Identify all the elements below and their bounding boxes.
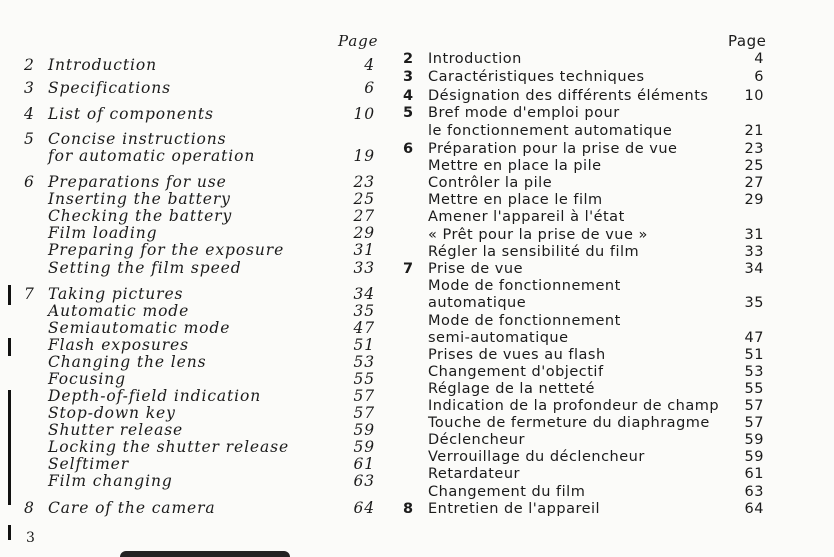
toc-entry-page: 35 xyxy=(744,295,764,311)
toc-entry-title: Bref mode d'emploi pour xyxy=(428,105,620,121)
toc-entry-title: Changement d'objectif xyxy=(428,364,604,380)
toc-entry-page: 27 xyxy=(353,207,375,225)
toc-entry-title: Changing the lens xyxy=(48,353,207,371)
toc-entry-page: 33 xyxy=(744,244,764,260)
toc-entry-page: 34 xyxy=(744,261,764,277)
toc-entry-page: 6 xyxy=(754,69,764,85)
toc-entry-title: Mode de fonctionnement xyxy=(428,313,621,329)
toc-entry-page: 63 xyxy=(353,472,375,490)
toc-entry-title: Introduction xyxy=(48,56,157,74)
toc-entry-title: Preparing for the exposure xyxy=(48,241,285,259)
toc-entry-page: 29 xyxy=(353,224,375,242)
toc-entry-title: Concise instructions xyxy=(48,130,227,148)
toc-entry-page: 59 xyxy=(744,432,764,448)
section-number: 8 xyxy=(24,499,35,517)
toc-entry-title: semi-automatique xyxy=(428,330,569,346)
toc-entry-title: Prises de vues au flash xyxy=(428,347,606,363)
margin-mark xyxy=(8,338,11,356)
toc-entry-page: 33 xyxy=(353,259,375,277)
toc-entry-page: 57 xyxy=(353,404,375,422)
section-number: 4 xyxy=(24,105,35,123)
section-number: 5 xyxy=(403,105,414,121)
toc-entry-page: 55 xyxy=(744,381,764,397)
toc-entry-title: Touche de fermeture du diaphragme xyxy=(428,415,710,431)
toc-entry-title: Caractéristiques techniques xyxy=(428,69,645,85)
toc-entry-title: Focusing xyxy=(48,370,126,388)
toc-entry-page: 64 xyxy=(353,499,375,517)
toc-entry-title: Shutter release xyxy=(48,421,184,439)
scan-shadow xyxy=(120,551,290,557)
toc-entry-title: Film loading xyxy=(48,224,158,242)
toc-entry-page: 23 xyxy=(353,173,375,191)
toc-entry-title: « Prêt pour la prise de vue » xyxy=(428,227,648,243)
toc-entry-title: Locking the shutter release xyxy=(48,438,290,456)
toc-entry-title: Selftimer xyxy=(48,455,130,473)
toc-entry-title: Depth-of-field indication xyxy=(48,387,262,405)
section-number: 7 xyxy=(24,285,35,303)
margin-mark xyxy=(8,285,11,305)
toc-entry-title: Retardateur xyxy=(428,466,520,482)
toc-entry-page: 31 xyxy=(353,241,375,259)
toc-entry-page: 47 xyxy=(744,330,764,346)
toc-entry-page: 51 xyxy=(353,336,375,354)
toc-entry-page: 4 xyxy=(364,56,375,74)
toc-entry-title: Care of the camera xyxy=(48,499,216,517)
toc-entry-page: 19 xyxy=(353,147,375,165)
toc-entry-page: 59 xyxy=(353,421,375,439)
toc-entry-page: 21 xyxy=(744,123,764,139)
toc-entry-title: Entretien de l'appareil xyxy=(428,501,601,517)
section-number: 4 xyxy=(403,88,414,104)
toc-entry-title: Mettre en place le film xyxy=(428,192,603,208)
section-number: 7 xyxy=(403,261,414,277)
toc-entry-title: Amener l'appareil à l'état xyxy=(428,209,625,225)
toc-entry-page: 25 xyxy=(353,190,375,208)
toc-entry-page: 10 xyxy=(353,105,375,123)
toc-entry-page: 64 xyxy=(744,501,764,517)
toc-entry-page: 57 xyxy=(744,415,764,431)
margin-mark xyxy=(8,525,11,540)
toc-entry-page: 53 xyxy=(744,364,764,380)
toc-entry-title: Checking the battery xyxy=(48,207,233,225)
toc-entry-page: 61 xyxy=(353,455,375,473)
toc-entry-page: 25 xyxy=(744,158,764,174)
section-number: 5 xyxy=(24,130,35,148)
section-number: 2 xyxy=(403,51,414,67)
french-page-header: Page xyxy=(728,32,767,50)
toc-entry-page: 51 xyxy=(744,347,764,363)
toc-entry-title: Désignation des différents éléments xyxy=(428,88,709,104)
toc-entry-title: List of components xyxy=(48,105,214,123)
toc-entry-title: Mode de fonctionnement xyxy=(428,278,621,294)
toc-entry-page: 57 xyxy=(744,398,764,414)
toc-entry-page: 34 xyxy=(353,285,375,303)
toc-entry-title: automatique xyxy=(428,295,527,311)
toc-entry-page: 35 xyxy=(353,302,375,320)
toc-entry-title: Verrouillage du déclencheur xyxy=(428,449,645,465)
toc-entry-title: Specifications xyxy=(48,79,172,97)
toc-entry-title: Changement du film xyxy=(428,484,586,500)
toc-entry-page: 53 xyxy=(353,353,375,371)
section-number: 6 xyxy=(403,141,414,157)
toc-entry-title: Preparations for use xyxy=(48,173,227,191)
section-number: 2 xyxy=(24,56,35,74)
toc-entry-page: 47 xyxy=(353,319,375,337)
english-page-header: Page xyxy=(338,32,379,50)
toc-entry-title: Taking pictures xyxy=(48,285,184,303)
toc-entry-page: 29 xyxy=(744,192,764,208)
toc-entry-page: 6 xyxy=(364,79,375,97)
toc-entry-title: Flash exposures xyxy=(48,336,189,354)
toc-entry-title: Contrôler la pile xyxy=(428,175,553,191)
toc-entry-title: Inserting the battery xyxy=(48,190,231,208)
toc-entry-page: 4 xyxy=(754,51,764,67)
toc-entry-page: 63 xyxy=(744,484,764,500)
toc-entry-title: Mettre en place la pile xyxy=(428,158,602,174)
toc-entry-page: 23 xyxy=(744,141,764,157)
toc-entry-page: 31 xyxy=(744,227,764,243)
section-number: 3 xyxy=(24,79,35,97)
toc-entry-page: 57 xyxy=(353,387,375,405)
toc-entry-title: Setting the film speed xyxy=(48,259,242,277)
toc-entry-title: Déclencheur xyxy=(428,432,525,448)
toc-entry-title: le fonctionnement automatique xyxy=(428,123,673,139)
toc-entry-title: Film changing xyxy=(48,472,173,490)
toc-entry-title: Semiautomatic mode xyxy=(48,319,231,337)
toc-entry-page: 27 xyxy=(744,175,764,191)
section-number: 3 xyxy=(403,69,414,85)
section-number: 8 xyxy=(403,501,414,517)
margin-mark xyxy=(8,390,11,505)
toc-entry-page: 59 xyxy=(744,449,764,465)
toc-entry-title: Introduction xyxy=(428,51,522,67)
toc-entry-title: Réglage de la netteté xyxy=(428,381,595,397)
section-number: 6 xyxy=(24,173,35,191)
toc-entry-page: 59 xyxy=(353,438,375,456)
toc-entry-title: for automatic operation xyxy=(48,147,256,165)
toc-entry-page: 61 xyxy=(744,466,764,482)
toc-entry-title: Régler la sensibilité du film xyxy=(428,244,640,260)
toc-entry-title: Préparation pour la prise de vue xyxy=(428,141,678,157)
toc-entry-title: Automatic mode xyxy=(48,302,190,320)
toc-entry-title: Indication de la profondeur de champ xyxy=(428,398,720,414)
toc-entry-title: Stop-down key xyxy=(48,404,176,422)
toc-entry-title: Prise de vue xyxy=(428,261,523,277)
toc-entry-page: 55 xyxy=(353,370,375,388)
page-number: 3 xyxy=(26,530,35,546)
toc-entry-page: 10 xyxy=(744,88,764,104)
